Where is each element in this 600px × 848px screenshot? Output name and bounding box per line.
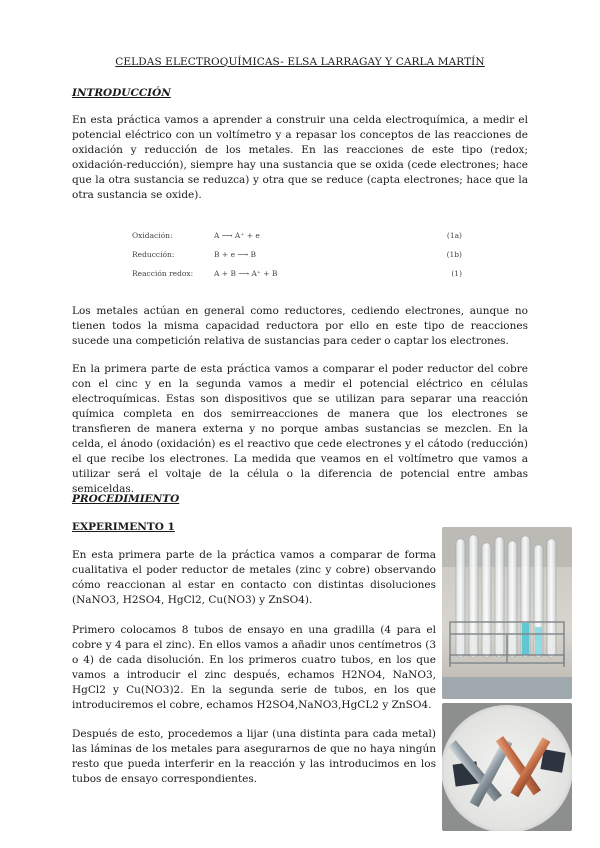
equation-label: Oxidación: [132, 231, 173, 240]
equation-redox [132, 269, 462, 288]
procedure-paragraph-1: En esta primera parte de la práctica vamos a comparar de forma cualitativa el poder reductor de metales (zinc y cobre) observando cómo reaccionan al estar en contacto con distintas disoluciones (NaNO3, H2SO4, HgCl2, Cu(NO3) y ZnSO4). [72, 549, 436, 606]
procedure-paragraph-3: Después de esto, procedemos a lijar (una distinta para cada metal) las láminas de los metales para asegurarnos de que no haya ningún resto que pueda interferir en la reacción y las introducimos en los tubos de ensayo correspondientes. [72, 728, 436, 785]
equation-expression: A + B ⟶ A⁺ + B [214, 269, 278, 278]
intro-paragraph-3: En la primera parte de esta práctica vamos a comparar el poder reductor del cobre con el cinc y en la segunda vamos a medir el potencial eléctrico en células electroquímicas. Estas son dispositivos que se utilizan para separar una reacción química completa en dos semirreacciones de manera que los electrones se transfieren de manera externa y no porque ambas sustancias se mezclen. En la celda, el ánodo (oxidación) es el reactivo que cede electrones y el cátodo (reducción) el que recibe los electrones. La medida que veamos en el voltímetro que vamos a utilizar será el voltaje de la célula o la diferencia de potencial entre ambas semiceldas. [72, 363, 528, 495]
experiment-1-heading: EXPERIMENTO 1 [72, 521, 175, 533]
redox-equations [132, 231, 462, 288]
intro-paragraph-1: En esta práctica vamos a aprender a construir una celda electroquímica, a medir el potencial eléctrico con un voltímetro y a repasar los conceptos de las reacciones de oxidación y reducción de los metales. En las reacciones de este tipo (redox; oxidación-reducción), siempre hay una sustancia que se oxida (cede electrones; hace que la otra sustancia se reduzca) y otra que se reduce (capta electrones; hace que la otra sustancia se oxide). [72, 114, 528, 201]
equation-number: (1) [451, 269, 462, 278]
metal-strips-photo [442, 703, 572, 831]
equation-number: (1a) [446, 231, 462, 240]
document-title: CELDAS ELECTROQUÍMICAS- ELSA LARRAGAY Y CARLA MARTÍN [115, 56, 485, 68]
section-heading-introduction: INTRODUCCIÓN [72, 87, 171, 99]
intro-paragraph-2: Los metales actúan en general como reductores, cediendo electrones, aunque no tienen todos la misma capacidad reductora por ello en este tipo de reacciones sucede una competición relativa de sustancias para ceder o captar los electrones. [72, 305, 528, 347]
equation-label: Reducción: [132, 250, 175, 259]
equation-number: (1b) [446, 250, 462, 259]
equation-reduction [132, 250, 462, 269]
test-tubes-photo [442, 527, 572, 699]
equation-expression: A ⟶ A⁺ + e [214, 231, 260, 240]
section-heading-procedure: PROCEDIMIENTO [72, 493, 180, 505]
equation-label: Reacción redox: [132, 269, 194, 278]
equation-oxidation [132, 231, 462, 250]
procedure-paragraph-2: Primero colocamos 8 tubos de ensayo en una gradilla (4 para el cobre y 4 para el zinc). En ellos vamos a añadir unos centímetros (3 o 4) de cada disolución. En los primeros cuatro tubos, en los que vamos a introducir el zinc después, echamos H2NO4, NaNO3, HgCl2 y Cu(NO3)2. En la segunda serie de tubos, en los que introduciremos el cobre, echamos H2SO4,NaNO3,HgCL2 y ZnSO4. [72, 624, 436, 711]
equation-expression: B + e ⟶ B [214, 250, 257, 259]
